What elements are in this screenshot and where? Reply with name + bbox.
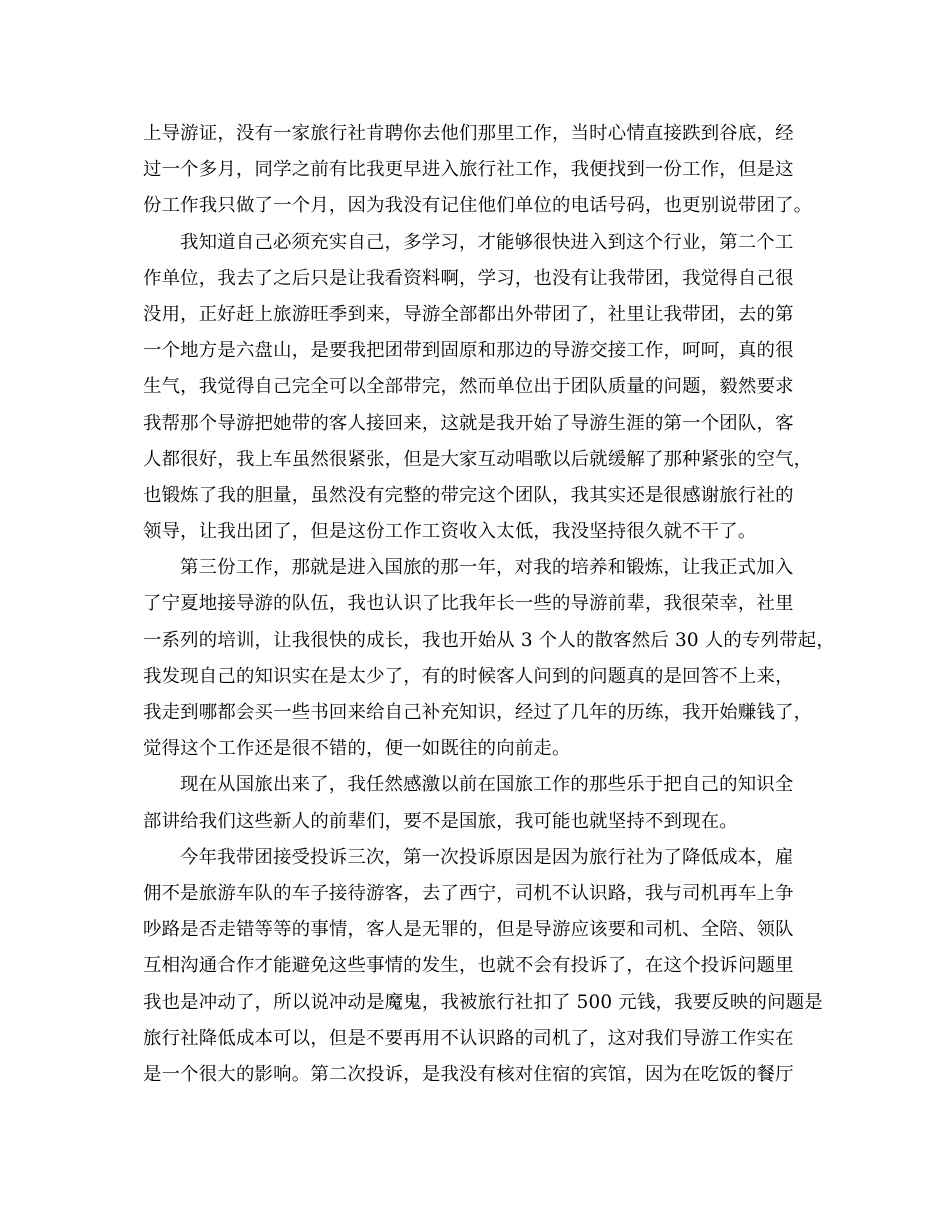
text-line: 是一个很大的影响。第二次投诉，是我没有核对住宿的宾馆，因为在吃饭的餐厅 — [143, 1063, 794, 1085]
text-line: 佣不是旅游车队的车子接待游客，去了西宁，司机不认识路，我与司机再车上争 — [143, 882, 794, 904]
text-line: 一系列的培训，让我很快的成长，我也开始从 3 个人的散客然后 30 人的专列带起， — [143, 629, 835, 651]
text-line: 没用，正好赶上旅游旺季到来，导游全部都出外带团了，社里让我带团，去的第 — [143, 303, 794, 325]
text-line: 互相沟通合作才能避免这些事情的发生，也就不会有投诉了，在这个投诉问题里 — [143, 955, 794, 977]
paragraph-first-line: 现在从国旅出来了，我任然感激以前在国旅工作的那些乐于把自己的知识全 — [180, 774, 794, 796]
text-line: 生气，我觉得自己完全可以全部带完，然而单位出于团队质量的问题，毅然要求 — [143, 376, 794, 398]
text-line: 我帮那个导游把她带的客人接回来，这就是我开始了导游生涯的第一个团队，客 — [143, 412, 794, 434]
document-body — [143, 116, 835, 1093]
text-line: 吵路是否走错等等的事情，客人是无罪的，但是导游应该要和司机、全陪、领队 — [143, 919, 794, 941]
text-line: 我也是冲动了，所以说冲动是魔鬼，我被旅行社扣了 500 元钱，我要反映的问题是 — [143, 991, 823, 1013]
text-line: 了宁夏地接导游的队伍，我也认识了比我年长一些的导游前辈，我很荣幸，社里 — [143, 593, 794, 615]
text-line: 领导，让我出团了，但是这份工作工资收入太低，我没坚持很久就不干了。 — [143, 521, 757, 543]
paragraph-first-line: 今年我带团接受投诉三次，第一次投诉原因是因为旅行社为了降低成本，雇 — [180, 846, 794, 868]
text-line: 一个地方是六盘山，是要我把团带到固原和那边的导游交接工作，呵呵，真的很 — [143, 340, 794, 362]
text-line: 过一个多月，同学之前有比我更早进入旅行社工作，我便找到一份工作，但是这 — [143, 159, 794, 181]
text-line: 我发现自己的知识实在是太少了，有的时候客人问到的问题真的是回答不上来， — [143, 665, 794, 687]
paragraph-first-line: 我知道自己必须充实自己，多学习，才能够很快进入到这个行业，第二个工 — [180, 231, 794, 253]
text-line: 上导游证，没有一家旅行社肯聘你去他们那里工作，当时心情直接跌到谷底，经 — [143, 123, 794, 144]
text-line: 作单位，我去了之后只是让我看资料啊，学习，也没有让我带团，我觉得自己很 — [143, 267, 794, 289]
text-line: 份工作我只做了一个月，因为我没有记住他们单位的电话号码，也更别说带团了。 — [143, 195, 813, 217]
text-line: 觉得这个工作还是很不错的，便一如既往的向前走。 — [143, 738, 571, 760]
text-line: 也锻炼了我的胆量，虽然没有完整的带完这个团队，我其实还是很感谢旅行社的 — [143, 484, 794, 506]
paragraph-first-line: 第三份工作，那就是进入国旅的那一年，对我的培养和锻炼，让我正式加入 — [180, 557, 794, 579]
text-line: 我走到哪都会买一些书回来给自己补充知识，经过了几年的历练，我开始赚钱了， — [143, 702, 813, 723]
text-line: 旅行社降低成本可以，但是不要再用不认识路的司机了，这对我们导游工作实在 — [143, 1027, 794, 1049]
text-line: 部讲给我们这些新人的前辈们，要不是国旅，我可能也就坚持不到现在。 — [143, 810, 738, 832]
text-line: 人都很好，我上车虽然很紧张，但是大家互动唱歌以后就缓解了那种紧张的空气， — [143, 448, 813, 470]
